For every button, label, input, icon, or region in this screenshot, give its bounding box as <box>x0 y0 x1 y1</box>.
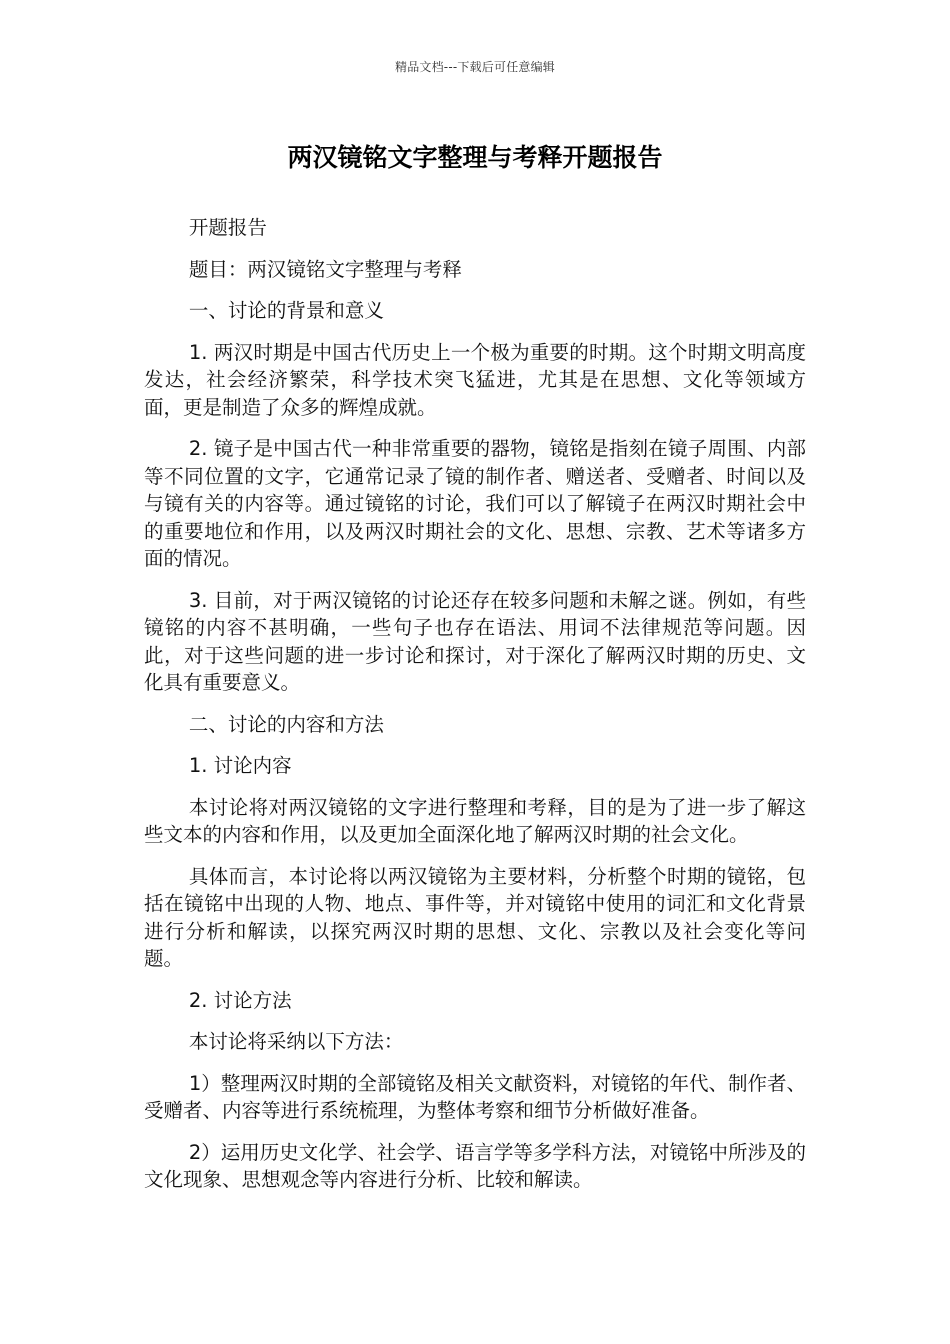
paragraph-report-label: 开题报告 <box>188 216 267 239</box>
header-note: 精品文档---下载后可任意编辑 <box>395 60 555 74</box>
subheading-method: 2. 讨论方法 <box>188 988 292 1012</box>
paragraph-content-2: 具体而言，本讨论将以两汉镜铭为主要材料，分析整个时期的镜铭，包括在镜铭中出现的人物、地点、事件等，并对镜铭中使用的词汇和文化背景进行分析和解读，以探究两汉时期的思想、文化、宗教以及社会变化等问题。 <box>144 864 806 970</box>
paragraph-topic: 题目：两汉镜铭文字整理与考释 <box>188 257 462 281</box>
document-body <box>144 214 806 1208</box>
paragraph-background-2: 2. 镜子是中国古代一种非常重要的器物，镜铭是指刻在镜子周围、内部等不同位置的文字，它通常记录了镜的制作者、赠送者、受赠者、时间以及与镜有关的内容等。通过镜铭的讨论，我们可以了解镜子在两汉时期社会中的重要地位和作用，以及两汉时期社会的文化、思想、宗教、艺术等诸多方面的情况。 <box>144 437 806 570</box>
page-title: 两汉镜铭文字整理与考释开题报告 <box>287 143 663 172</box>
paragraph-method-1: 1）整理两汉时期的全部镜铭及相关文献资料，对镜铭的年代、制作者、受赠者、内容等进行系统梳理，为整体考察和细节分析做好准备。 <box>144 1071 806 1122</box>
paragraph-method-2: 2）运用历史文化学、社会学、语言学等多学科方法，对镜铭中所涉及的文化现象、思想观念等内容进行分析、比较和解读。 <box>144 1140 806 1191</box>
section-heading-content-method: 二、讨论的内容和方法 <box>188 712 384 736</box>
section-heading-background: 一、讨论的背景和意义 <box>188 299 384 322</box>
paragraph-background-1: 1. 两汉时期是中国古代历史上一个极为重要的时期。这个时期文明高度发达，社会经济繁荣，科学技术突飞猛进，尤其是在思想、文化等领域方面，更是制造了众多的辉煌成就。 <box>144 340 806 419</box>
paragraph-method-intro: 本讨论将采纳以下方法： <box>188 1030 404 1053</box>
paragraph-background-3: 3. 目前，对于两汉镜铭的讨论还存在较多问题和未解之谜。例如，有些镜铭的内容不甚明确，一些句子也存在语法、用词不法律规范等问题。因此，对于这些问题的进一步讨论和探讨，对于深化了解两汉时期的历史、文化具有重要意义。 <box>144 588 806 694</box>
paragraph-content-1: 本讨论将对两汉镜铭的文字进行整理和考释，目的是为了进一步了解这些文本的内容和作用，以及更加全面深化地了解两汉时期的社会文化。 <box>144 795 806 846</box>
subheading-content: 1. 讨论内容 <box>188 754 292 777</box>
